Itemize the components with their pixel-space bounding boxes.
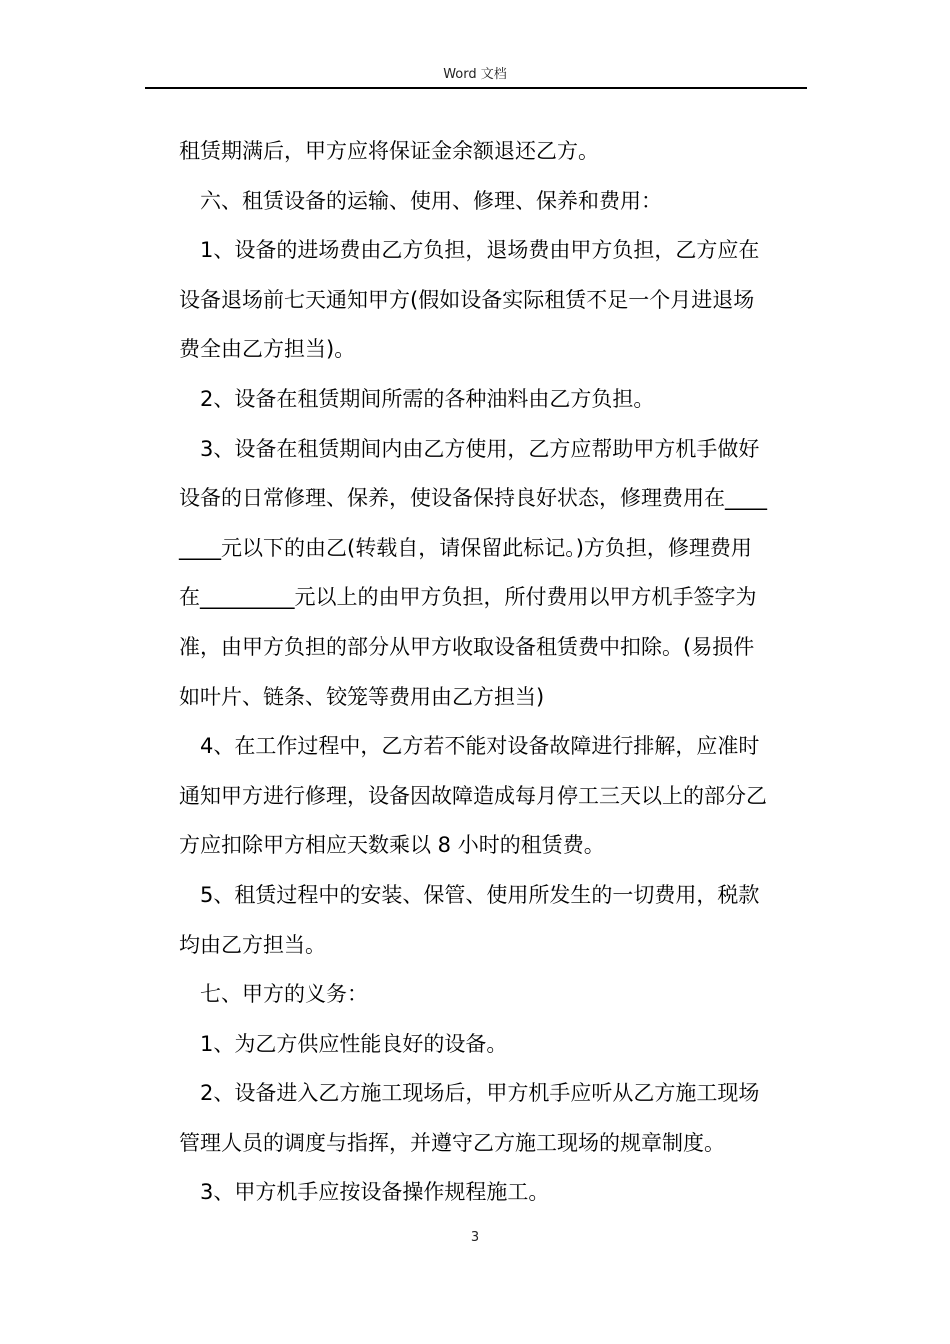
- text-line: 2、设备进入乙方施工现场后，甲方机手应听从乙方施工现场: [200, 1081, 760, 1106]
- text-line: 4、在工作过程中，乙方若不能对设备故障进行排解，应准时: [200, 734, 760, 759]
- paragraph: [179, 226, 805, 375]
- text-line: 1、设备的进场费由乙方负担，退场费由甲方负担，乙方应在: [200, 238, 760, 263]
- paragraph: [179, 425, 805, 723]
- paragraph: [179, 871, 805, 970]
- text-line: 5、租赁过程中的安装、保管、使用所发生的一切费用，税款: [200, 882, 760, 907]
- text-line: 六、租赁设备的运输、使用、修理、保养和费用：: [200, 188, 662, 213]
- text-line: 七、甲方的义务：: [200, 982, 368, 1007]
- text-line: 均由乙方担当。: [179, 932, 326, 957]
- paragraph: [179, 127, 805, 177]
- text-line: 3、设备在租赁期间内由乙方使用，乙方应帮助甲方机手做好: [200, 436, 760, 461]
- text-line: 方应扣除甲方相应天数乘以 8 小时的租赁费。: [179, 833, 605, 858]
- paragraph: [179, 375, 805, 425]
- paragraph: [179, 1020, 805, 1070]
- text-line: 在_________元以上的由甲方负担，所付费用以甲方机手签字为: [179, 585, 757, 610]
- text-line: 费全由乙方担当)。: [179, 337, 356, 362]
- text-line: 3、甲方机手应按设备操作规程施工。: [200, 1180, 550, 1205]
- paragraph: [179, 722, 805, 871]
- text-line: 设备的日常修理、保养，使设备保持良好状态，修理费用在____: [179, 486, 767, 511]
- text-line: 1、为乙方供应性能良好的设备。: [200, 1031, 508, 1056]
- text-line: 2、设备在租赁期间所需的各种油料由乙方负担。: [200, 386, 655, 411]
- text-line: 如叶片、链条、铰笼等费用由乙方担当): [179, 684, 545, 709]
- header-divider: [145, 87, 807, 89]
- document-body: [179, 127, 805, 1218]
- text-line: 租赁期满后，甲方应将保证金余额退还乙方。: [179, 139, 599, 163]
- text-line: 准，由甲方负担的部分从甲方收取设备租赁费中扣除。(易损件: [179, 634, 755, 659]
- text-line: 管理人员的调度与指挥，并遵守乙方施工现场的规章制度。: [179, 1130, 725, 1155]
- paragraph: [179, 1069, 805, 1168]
- text-line: ____元以下的由乙(转载自，请保留此标记。)方负担，修理费用: [179, 535, 752, 560]
- paragraph: [179, 970, 805, 1020]
- text-line: 设备退场前七天通知甲方(假如设备实际租赁不足一个月进退场: [179, 287, 755, 312]
- text-line: 通知甲方进行修理，设备因故障造成每月停工三天以上的部分乙: [179, 783, 767, 808]
- paragraph: [179, 1168, 805, 1218]
- page-header-title: Word 文档: [443, 67, 507, 82]
- page-number: 3: [470, 1230, 480, 1245]
- paragraph: [179, 177, 805, 227]
